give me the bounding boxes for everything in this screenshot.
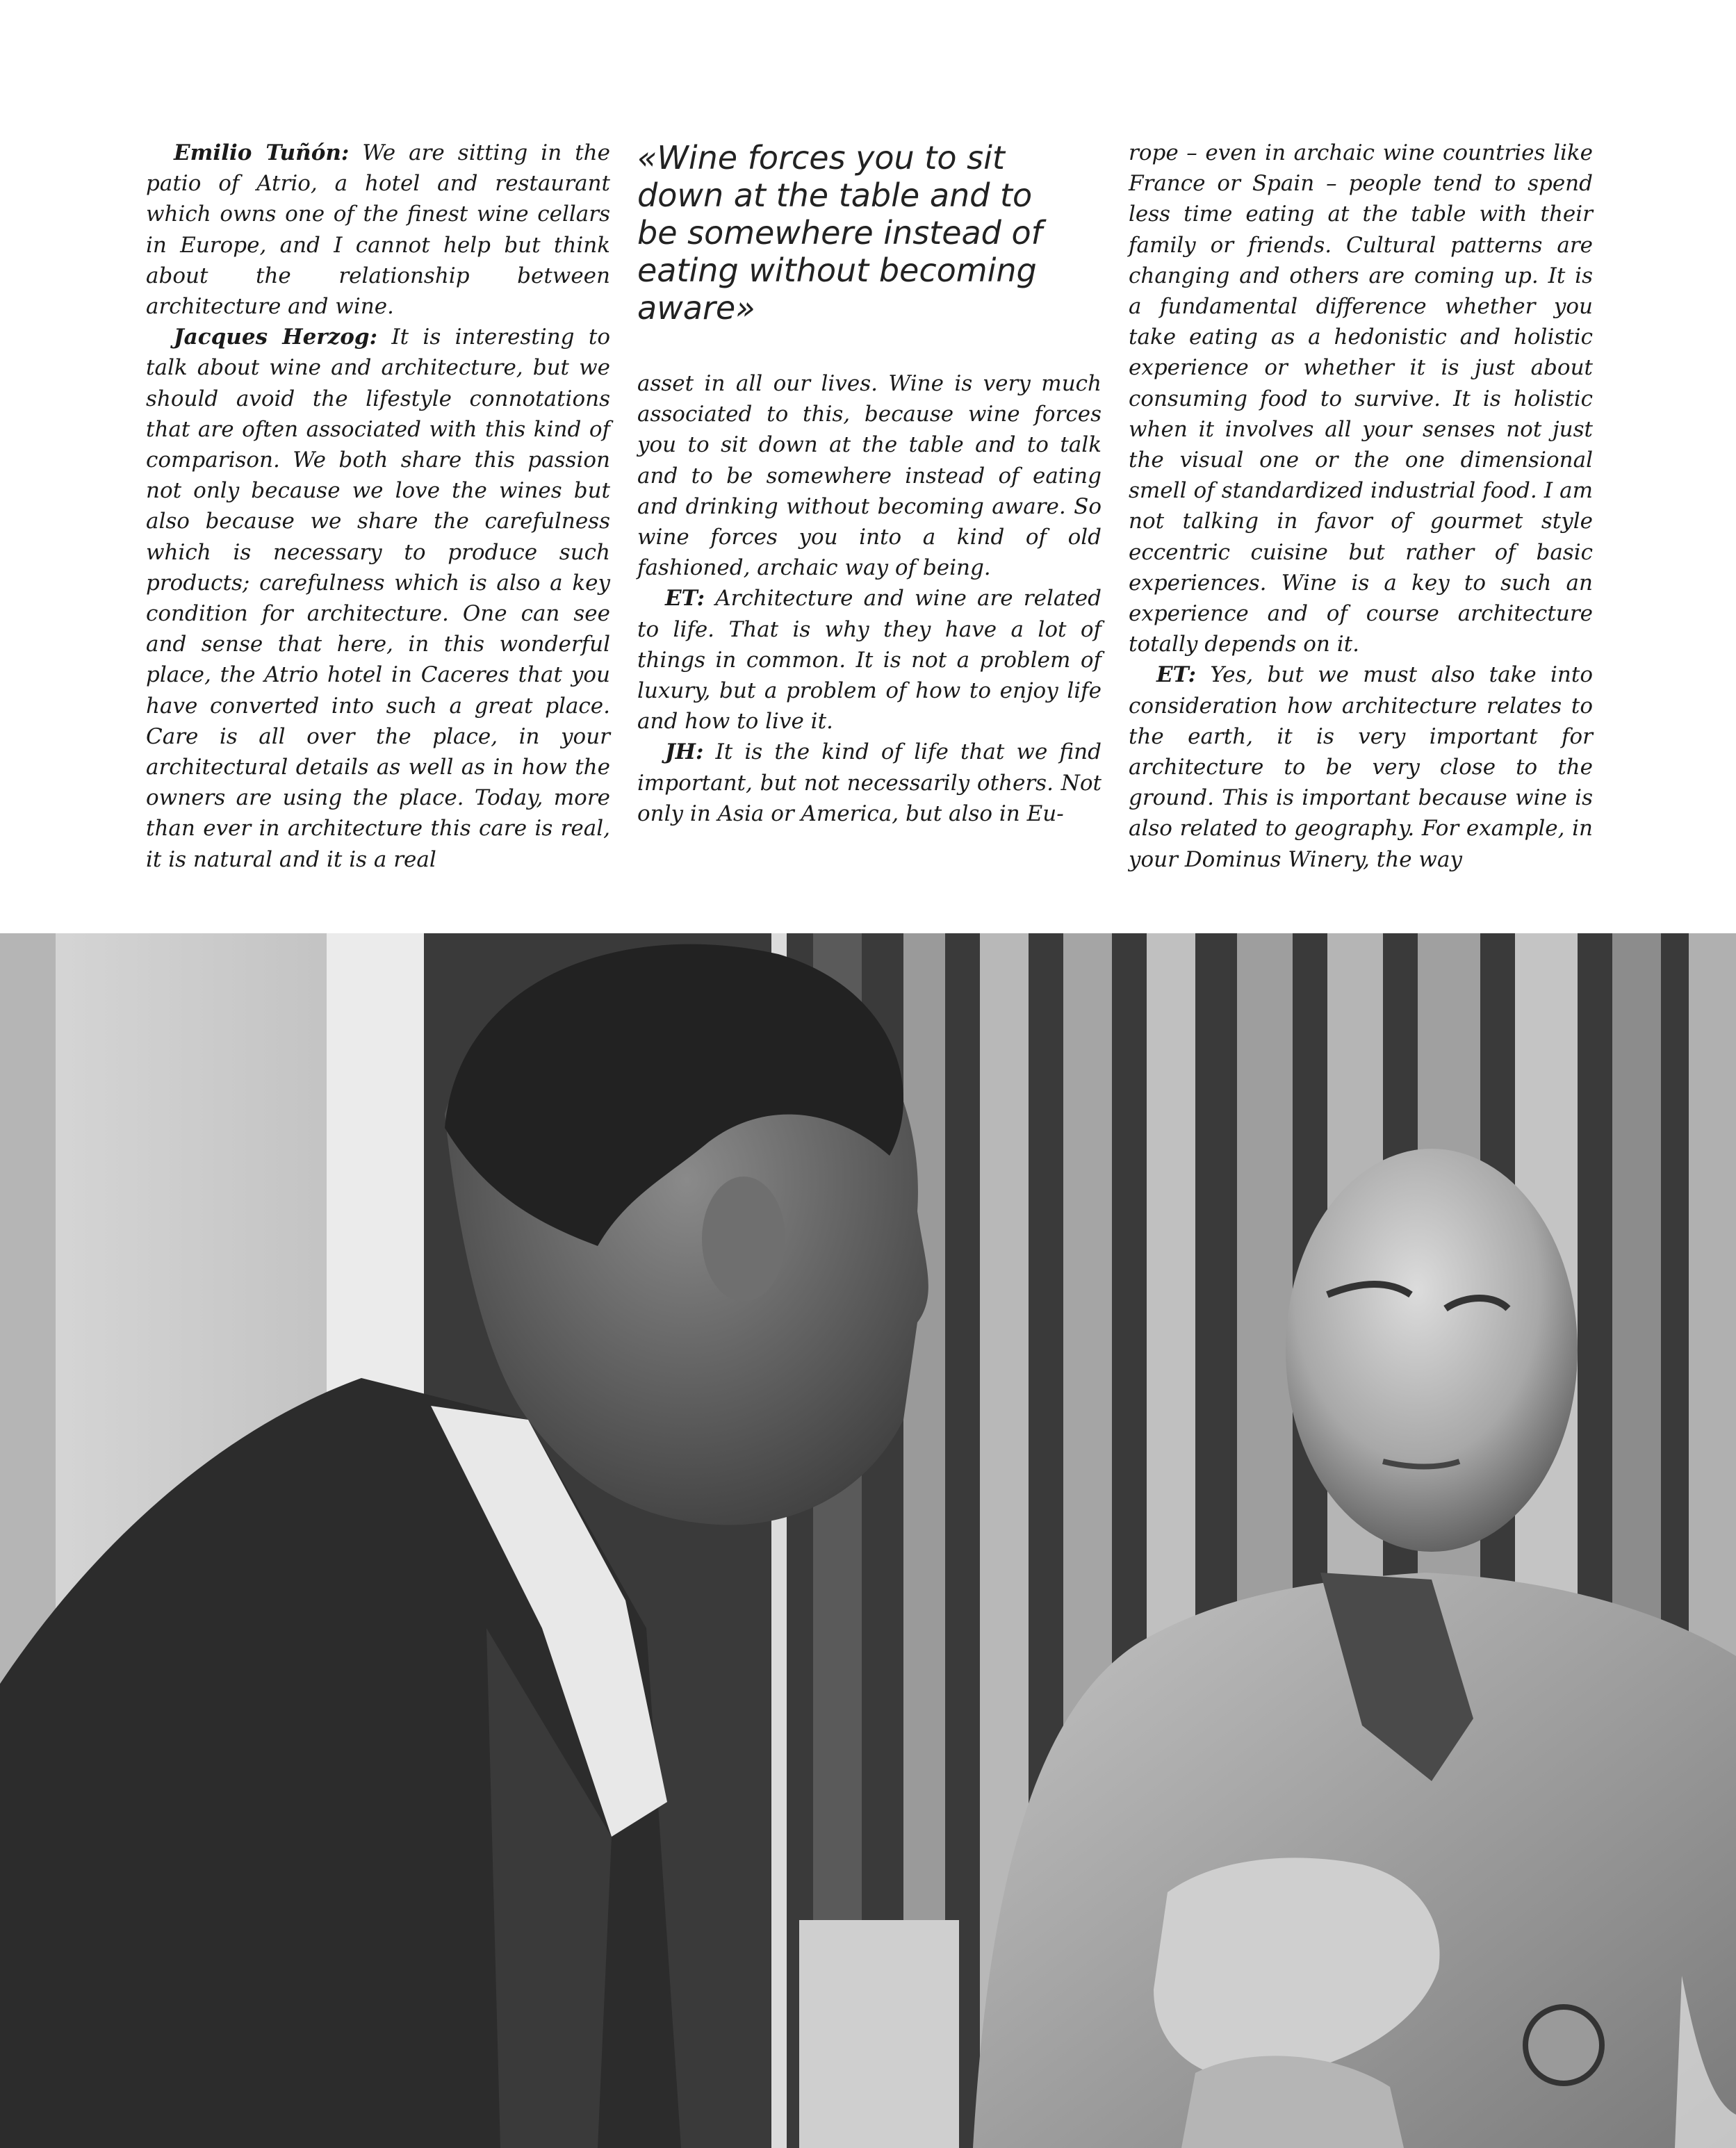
speaker-name: ET: — [665, 586, 705, 612]
paragraph-text: It is interesting to talk about wine and architecture, but we should avoid the lifestyle connotations that are often associated with this kind of comparison. We both share this passion not only because we love the wines but also because we share the carefulness which is necessary to produce such products; carefulness which is also a key condition for architecture. One can see and sense that here, in this wonderful place, the Atrio hotel in Caceres that you have converted into such a great place. Care is all over the place, in your architectural details as well as in how the owners are using the place. Today, more than ever in architecture this care is real, it is natural and it is a real — [146, 325, 610, 872]
paragraph — [637, 583, 1102, 737]
speaker-name: ET: — [1156, 662, 1197, 688]
speaker-name: Jacques Herzog: — [174, 325, 378, 350]
pull-quote: «Wine forces you to sit down at the table and to be somewhere instead of eating without becoming aware» — [637, 139, 1042, 327]
paragraph — [637, 737, 1102, 829]
speaker-name: Emilio Tuñón: — [174, 140, 350, 165]
paragraph — [1129, 659, 1593, 874]
text-column-1 — [146, 138, 610, 875]
paragraph-text: We are sitting in the patio of Atrio, a hotel and restaurant which owns one of the finest wine cellars in Europe, and I cannot help but think about the relationship between architecture and wine. — [146, 140, 610, 320]
text-column-2 — [637, 368, 1102, 829]
table-objects — [799, 1920, 959, 2148]
paragraph-text: rope – even in archaic wine countries like France or Spain – people tend to spend less time eating at the table with their family or friends. Cultural patterns are changing and others are coming up. It is a fundamental difference whether you take eating as a hedonistic and holistic experience or whether it is just about consuming food to survive. It is holistic when it involves all your senses not just the visual one or the one dimensional smell of standardized industrial food. I am not talking in favor of gourmet style eccentric cuisine but rather of basic experiences. Wine is a key to such an experience and of course architecture totally depends on it. — [1129, 140, 1593, 657]
text-column-3 — [1129, 138, 1593, 875]
interview-photo — [0, 933, 1736, 2148]
paragraph — [1129, 138, 1593, 659]
ear — [702, 1177, 785, 1302]
paragraph-text: Yes, but we must also take into consideration how architecture relates to the earth, it is very important for architecture to be very close to the ground. This is important because wine is also related to geography. For example, in your Dominus Winery, the way — [1129, 662, 1593, 872]
person-right-head — [1286, 1149, 1578, 1552]
paragraph-text: It is the kind of life that we find important, but not necessarily others. Not only in Asia or America, but also in Eu- — [637, 739, 1102, 826]
wristwatch — [1525, 2007, 1602, 2083]
speaker-name: JH: — [665, 739, 704, 765]
paragraph — [637, 368, 1102, 583]
paragraph-text: Architecture and wine are related to life. That is why they have a lot of things in common. It is not a problem of luxury, but a problem of how to enjoy life and how to live it. — [637, 586, 1102, 735]
paragraph — [146, 322, 610, 875]
paragraph-text: asset in all our lives. Wine is very much associated to this, because wine forces you to sit down at the table and to talk and to be somewhere instead of eating and drinking without becoming aware. So wine forces you into a kind of old fashioned, archaic way of being. — [637, 371, 1102, 581]
paragraph — [146, 138, 610, 322]
